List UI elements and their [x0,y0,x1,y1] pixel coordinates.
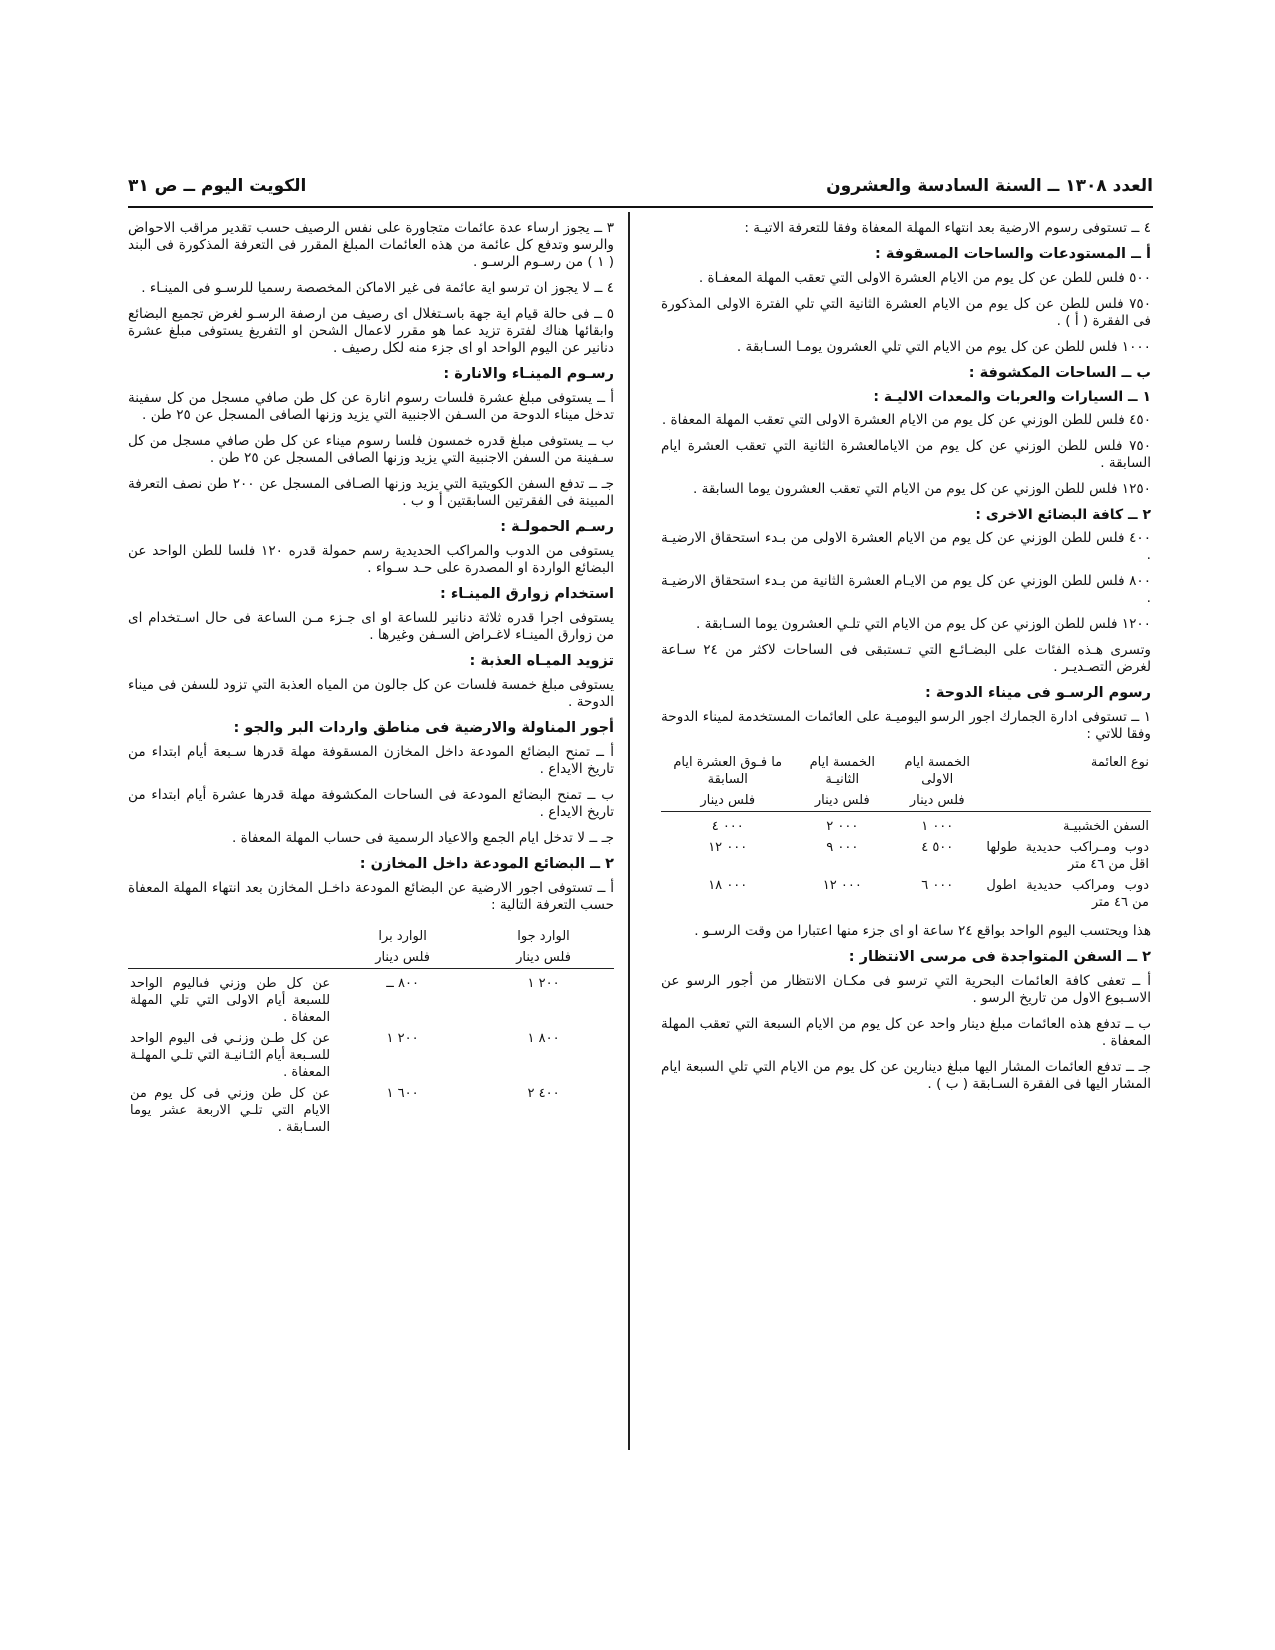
table-cell: ٨٠٠ ــ [386,976,419,991]
paragraph: ٧٥٠ فلس للطن عن كل يوم من الايام العشرة الثانية التي تلي الفترة الاولى المذكورة فى الفقرة ( أ ) . [661,296,1151,329]
unit-label: فلس دينار [516,950,571,965]
paragraph: ٥ ــ فى حالة قيام اية جهة باسـتغلال اى رصيف من ارصفة الرسـو لغرض تجميع البضائع وابقائها هناك لفترة تزيد عما هو مقرر لاعمال الشحن او التفريغ يستوفى مبلغ عشرة دنانير عن اليوم الواحد او اى جزء منه لكل رصيف . [128,306,614,356]
section-heading: ٢ ــ السفن المتواجدة فى مرسى الانتظار : [848,949,1151,965]
table-cell: ٠٠٠ ٤ [711,819,744,834]
section-heading: رسـوم المينـاء والانارة : [443,366,614,382]
page-number: الكويت اليوم ــ ص ٣١ [128,176,307,196]
table-cell: ٠٠٠ ١ [921,819,954,834]
table-unit-row [128,947,614,969]
table-cell: السفن الخشبيـة [1063,819,1149,834]
paragraph: هذا ويحتسب اليوم الواحد بواقع ٢٤ ساعة او اى جزء منها اعتبارا من وقت الرسـو . [694,923,1151,939]
paragraph: ٤٥٠ فلس للطن الوزني عن كل يوم من الايام العشرة الاولى التي تعقب المهلة المعفاة . [661,412,1151,428]
table-unit-row [661,790,1151,812]
header-rule [128,206,1153,208]
paragraph: ٤ ــ تستوفى رسوم الارضية بعد انتهاء المهلة المعفاة وفقا للتعرفة الاتيـة : [744,220,1151,236]
paragraph: ١٢٠٠ فلس للطن الوزني عن كل يوم من الايام التي تلـي العشرون يوما السـابقة . [695,616,1151,632]
table-cell: دوب ومـراكب حديدية طولها اقل من ٤٦ متر [986,840,1149,872]
table-header-row [128,926,614,947]
table-row [661,837,1151,875]
table-cell: ٢٠٠ ١ [386,1031,419,1046]
table-cell: ٠٠٠ ٢ [826,819,859,834]
column-header: الخمسة ايام الثانيـة [809,755,875,787]
paragraph: ١٢٥٠ فلس للطن الوزني عن كل يوم من الايام التي تعقب العشرون يوما السابقة . [692,481,1151,497]
table-cell: ٠٠٠ ٦ [921,878,954,893]
column-header: نوع العائمة [1090,755,1149,770]
table-cell: ٠٠٠ ١٢ [822,878,862,893]
paragraph: ب ــ تمنح البضائع المودعة فى الساحات المكشوفة مهلة قدرها عشرة أيام ابتداء من تاريخ الايداع . [128,787,614,820]
page-header [128,176,1153,204]
section-heading: أجور المناولة والارضية فى مناطق واردات البر والجو : [233,720,614,736]
table-cell: دوب ومراكب حديدية اطول من ٤٦ متر [986,878,1149,910]
table-cell: عن كل طـن وزنـي فى اليوم الواحد للسـبعة أيام الثـانيـة التي تلـي المهلـة المعفاة . [130,1031,331,1080]
section-heading: رسوم الرسـو فى ميناء الدوحة : [925,685,1151,701]
table-cell: ٠٠٠ ١٢ [708,840,748,855]
unit-label: فلس دينار [814,793,870,808]
paragraph: ب ــ تدفع هذه العائمات مبلغ دينار واحد عن كل يوم من الايام السبعة التي تعقب المهلة المعفاة . [661,1016,1151,1049]
table-cell: عن كل طن وزني فى كل يوم من الايام التي تلـي الاربعة عشر يوما السـابقة . [130,1086,331,1135]
paragraph: ٤ ــ لا يجوز ان ترسو اية عائمة فى غير الاماكن المخصصة رسميا للرسـو فى المينـاء . [141,280,614,296]
table-cell: ٦٠٠ ١ [386,1086,419,1101]
paragraph: ٨٠٠ فلس للطن الوزني عن كل يوم من الايـام العشرة الثانية من بـدء استحقاق الارضيـة . [661,573,1151,606]
column-header: الخمسة ايام الاولى [904,755,970,787]
paragraph: ١ ــ تستوفى ادارة الجمارك اجور الرسو اليوميـة على العائمات المستخدمة لميناء الدوحة وفقا للاتي : [661,709,1151,742]
paragraph: ب ــ يستوفى مبلغ قدره خمسون فلسا رسوم ميناء عن كل طن صافي مسجل من كل سـفينة من السفن الاجنبية التي يزيد وزنها الصافى المسجل عن ٢٥ طن . [128,433,614,466]
section-heading: رسـم الحمولـة : [500,519,614,535]
table-cell: عن كل طن وزني فىاليوم الواحد للسبعة أيام الاولى التي تلي المهلة المعفاة . [130,976,331,1025]
paragraph: وتسرى هـذه الفئات على البضـائـع التي تـستبقى فى الساحات لاكثر من ٢٤ سـاعة لغرض التصـديـر . [661,642,1151,675]
right-column [661,220,1151,1102]
paragraph: أ ــ تعفى كافة العائمات البحرية التي ترسو فى مكـان الانتظار من أجور الرسو عن الاسـبوع الاول من تاريخ الرسو . [661,973,1151,1006]
issue-info: العدد ١٣٠٨ ــ السنة السادسة والعشرون [826,176,1153,196]
paragraph: ١٠٠٠ فلس للطن عن كل يوم من الايام التي تلي العشرون يومـا السـابقة . [736,339,1151,355]
paragraph: أ ــ تمنح البضائع المودعة داخل المخازن المسقوفة مهلة قدرها سـبعة أيام ابتداء من تاريخ الايداع . [128,744,614,777]
paragraph: ٧٥٠ فلس للطن الوزني عن كل يوم من الايامالعشرة الثانية التي تعقب العشرة ايام السابقة . [661,438,1151,471]
paragraph: ٥٠٠ فلس للطن عن كل يوم من الايام العشرة الاولى التي تعقب المهلة المعفـاة . [698,270,1151,286]
column-divider [628,212,630,1450]
column-header: الوارد برا [378,929,427,944]
column-header: ما فـوق العشرة ايام السابقة [673,755,783,787]
section-heading: تزويد الميـاه العذبة : [469,653,614,669]
column-header: الوارد جوا [517,929,570,944]
section-heading: استخدام زوارق المينـاء : [440,586,614,602]
paragraph: يستوفى مبلغ خمسة فلسات عن كل جالون من المياه العذبة التي تزود للسفن فى ميناء الدوحة . [128,677,614,710]
table-cell: ٢٠٠ ١ [527,976,560,991]
paragraph: ٣ ــ يجوز ارساء عدة عائمات متجاورة على نفس الرصيف حسب تقدير مراقب الاحواض والرسو وتدفع كل عائمة من هذه العائمات المبلغ المقرر فى التعرفة المذكورة فى البند ( ١ ) من رسـوم الرسـو . [128,220,614,270]
paragraph: جـ ــ لا تدخل ايام الجمع والاعياد الرسمية فى حساب المهلة المعفاة . [232,830,614,846]
unit-label: فلس دينار [375,950,430,965]
table-cell: ٤٠٠ ٢ [527,1086,560,1101]
paragraph: أ ــ يستوفى مبلغ عشرة فلسات رسوم انارة عن كل طن صافي مسجل من كل سفينة تدخل ميناء الدوحة من السـفن الاجنبية التي يزيد وزنها الصافى المسجل عن ٢٥ طن . [128,390,614,423]
table-row [128,1028,614,1083]
paragraph: أ ــ تستوفى اجور الارضية عن البضائع المودعة داخـل المخازن بعد انتهاء المهلة المعفاة حسب التعرفة التالية : [128,880,614,913]
subsection-heading: ١ ــ السيارات والعربات والمعدات الاليـة : [873,389,1151,405]
table-cell: ٥٠٠ ٤ [921,840,954,855]
section-heading: أ ــ المستودعات والساحات المسقوفة : [875,246,1151,262]
section-heading: ٢ ــ البضائع المودعة داخل المخازن : [359,856,614,872]
table-row [128,973,614,1028]
table-header-row [661,752,1151,790]
unit-label: فلس دينار [700,793,756,808]
paragraph: يستوفى من الدوب والمراكب الحديدية رسم حمولة قدره ١٢٠ فلسا للطن الواحد عن البضائع الواردة او المصدرة على حـد سـواء . [128,543,614,576]
table-cell: ٠٠٠ ٩ [826,840,859,855]
paragraph: يستوفى اجرا قدره ثلاثة دنانير للساعة او اى جـزء مـن الساعة فى حال اسـتخدام اى من زوارق المينـاء لاغـراض السـفن وغيرها . [128,610,614,643]
subsection-heading: ٢ ــ كافة البضائع الاخرى : [975,507,1151,523]
paragraph: ٤٠٠ فلس للطن الوزني عن كل يوم من الايام العشرة الاولى من بـدء استحقاق الارضيـة . [661,530,1151,563]
table-row [661,875,1151,913]
table-cell: ٠٠٠ ١٨ [708,878,748,893]
mooring-fees-table [661,752,1151,913]
section-heading: ب ــ الساحات المكشوفة : [968,365,1151,381]
table-row [661,816,1151,837]
paragraph: جـ ــ تدفع العائمات المشار اليها مبلغ دينارين عن كل يوم من الايام التي تلي السبعة ايام المشار اليها فى الفقرة السـابقة ( ب ) . [661,1059,1151,1092]
left-column [128,220,614,1138]
table-cell: ٨٠٠ ١ [527,1031,560,1046]
table-row [128,1083,614,1138]
storage-fees-table [128,926,614,1138]
paragraph: جـ ــ تدفع السفن الكويتية التي يزيد وزنها الصـافى المسجل عن ٢٠٠ طن نصف التعرفة المبينة فى الفقرتين السابقتين أ و ب . [128,476,614,509]
unit-label: فلس دينار [909,793,965,808]
